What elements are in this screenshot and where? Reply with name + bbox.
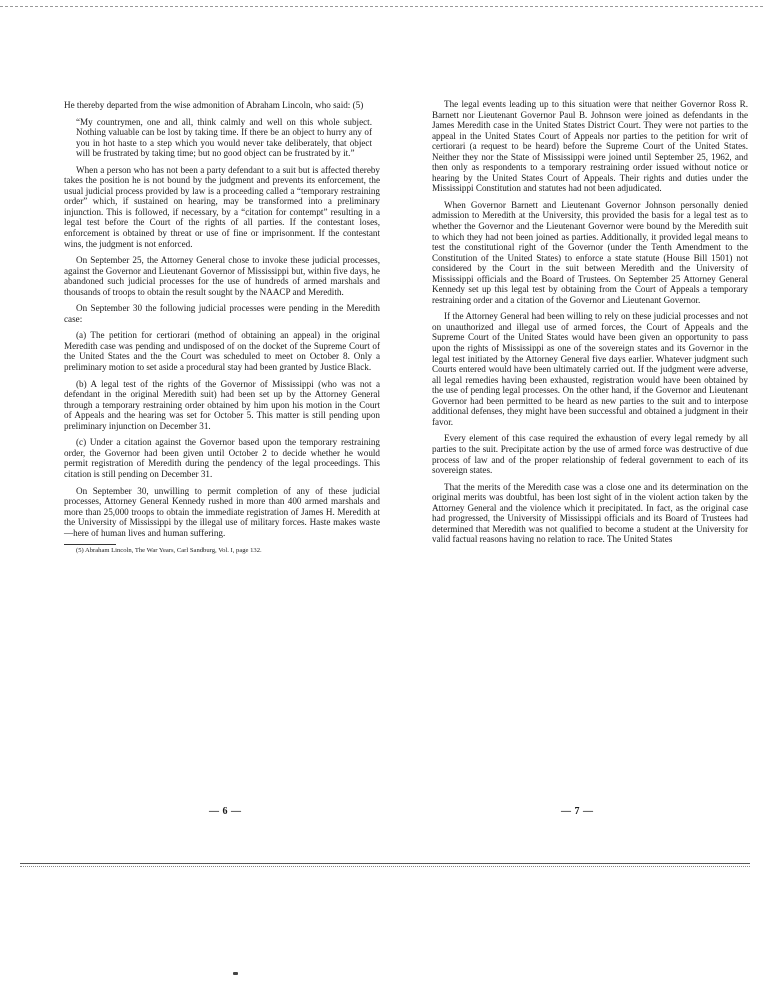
paragraph-legal-events: The legal events leading up to this situation were that neither Governor Ross R. Barnett nor Lieutenant Governor Paul B. Johnson were joined as defendants in the James Meredith case in the United States District Court. They were not parties to the appeal in the United States Court of Appeals nor parties to the petition for writ of certiorari (a request to be heard) before the Supreme Court of the United States. Neither they nor the State of Mississippi were joined until September 25, 1962, and then only as respondents to a temporary restraining order issued without notice or hearing by the United States Court of Appeals. Their rights and duties under the Mississippi Constitution and statutes had not been adjudicated. [432,99,748,194]
list-item-c: (c) Under a citation against the Governor based upon the temporary restraining order, the Governor had been given until October 2 to decide whether he would permit registration of Meredith during the pendency of the legal proceedings. This citation is still pending on December 31. [64,437,380,479]
lincoln-quote: “My countrymen, one and all, think calmly and well on this whole subject. Nothing valuable can be lost by taking time. If there be an object to hurry any of you in hot haste to a step which you would never take deliberately, that object will be frustrated by taking time; but no good object can be frustrated by it.” [76,116,372,159]
footnote-divider [64,544,116,545]
paragraph-september-25: On September 25, the Attorney General chose to invoke these judicial processes, against the Governor and Lieutenant Governor of Mississippi but, within five days, he abandoned such judicial processes for the use of hundreds of armed marshals and thousands of troops to obtain the result sought by the NAACP and Meredith. [64,255,380,297]
left-page-column [64,100,380,561]
footnote: (5) Abraham Lincoln, The War Years, Carl Sandburg, Vol. I, page 132. [76,547,262,555]
scan-speck [233,972,238,975]
list-item-a: (a) The petition for certiorari (method of obtaining an appeal) in the original Meredith case was pending and undisposed of on the docket of the Supreme Court of the United States and the the Court was scheduled to meet on October 8. Only a preliminary motion to set aside a procedural stay had been granted by Justice Black. [64,330,380,373]
paragraph-merits: That the merits of the Meredith case was a close one and its determination on the original merits was doubtful, has been lost sight of in the violent action taken by the Attorney General and the violence which it precipitated. In fact, as the original case had progressed, the University of Mississippi officials and its Board of Trustees had determined that Meredith was not qualified to become a student at the University for valid factual reasons having no relation to race. The United States [432,481,748,545]
page-number-left: — 6 — [209,806,242,817]
page-bottom-rule [20,863,750,864]
paragraph-judicial-processes: If the Attorney General had been willing to rely on these judicial processes and not on unauthorized and illegal use of armed forces, the Court of Appeals and the Supreme Court of the United States would have been given an opportunity to pass upon the rights of Mississippi as one of the sovereign states and its Governor in the legal test initiated by the Attorney General five days earlier. Whatever judgment such Courts entered would have been ultimately carried out. If the judgment were adverse, all legal remedies having been exhausted, registration would have been obtained by the use of pending legal processes. On the other hand, if the Governor and Lieutenant Governor had been permitted to be heard as new parties to the suit and to interpose additional defenses, they might have been successful and obtained a judgment in their favor. [432,311,748,427]
paragraph-governor-denied: When Governor Barnett and Lieutenant Governor Johnson personally denied admission to Meredith at the University, this provided the basis for a legal test as to whether the Governor and the Lieutenant Governor were bound by the Meredith suit to which they had not been joined as parties. Additionally, it provided legal means to test the constitutional right of the Governor (under the Tenth Amendment to the Constitution of the United States) to enforce a state statute (House Bill 1501) not considered by the Court in the suit between Meredith and the University of Mississippi officials and the Board of Trustees. On September 25 Attorney General Kennedy set up this legal test by obtaining from the Court of Appeals a temporary restraining order and a citation of the Governor and Lieutenant Governor. [432,199,748,305]
paragraph-restraining-order: When a person who has not been a party defendant to a suit but is affected thereby takes the position he is not bound by the judgment and prevents its enforcement, the usual judicial process provided by law is a proceeding called a “temporary restraining order” which, if sustained on hearing, may be transformed into a preliminary injunction. This is followed, if necessary, by a “citation for contempt” resulting in a legal test before the Court of the rights of all parties. If the contestant loses, enforcement is obtained by threat or use of fine or imprisonment. If the contestant wins, the judgment is not enforced. [64,164,380,249]
paragraph-september-30-troops: On September 30, unwilling to permit completion of any of these judicial processes, Attorney General Kennedy rushed in more than 400 armed marshals and more than 25,000 troops to obtain the immediate registration of James H. Meredith at the University of Mississippi by the illegal use of military forces. Haste makes waste—here of human lives and human suffering. [64,485,380,538]
paragraph-every-element: Every element of this case required the exhaustion of every legal remedy by all parties to the suit. Precipitate action by the use of armed force was destructive of due process of law and of the proper relationship of federal government to each of its sovereign states. [432,433,748,476]
page-top-edge [0,0,763,7]
page-number-right: — 7 — [561,806,594,817]
paragraph-lincoln-intro: He thereby departed from the wise admonition of Abraham Lincoln, who said: (5) [64,100,364,110]
list-item-b: (b) A legal test of the rights of the Governor of Mississippi (who was not a defendant in the original Meredith suit) had been set up by the Attorney General through a temporary restraining order obtained by him upon his motion in the Court of Appeals and the hearing was set for October 5. This matter is still pending upon preliminary injunction on December 31. [64,378,380,431]
right-page-column [432,99,748,551]
page-bottom-dotted-rule [20,866,750,867]
paragraph-september-30-intro: On September 30 the following judicial processes were pending in the Meredith case: [64,303,380,324]
